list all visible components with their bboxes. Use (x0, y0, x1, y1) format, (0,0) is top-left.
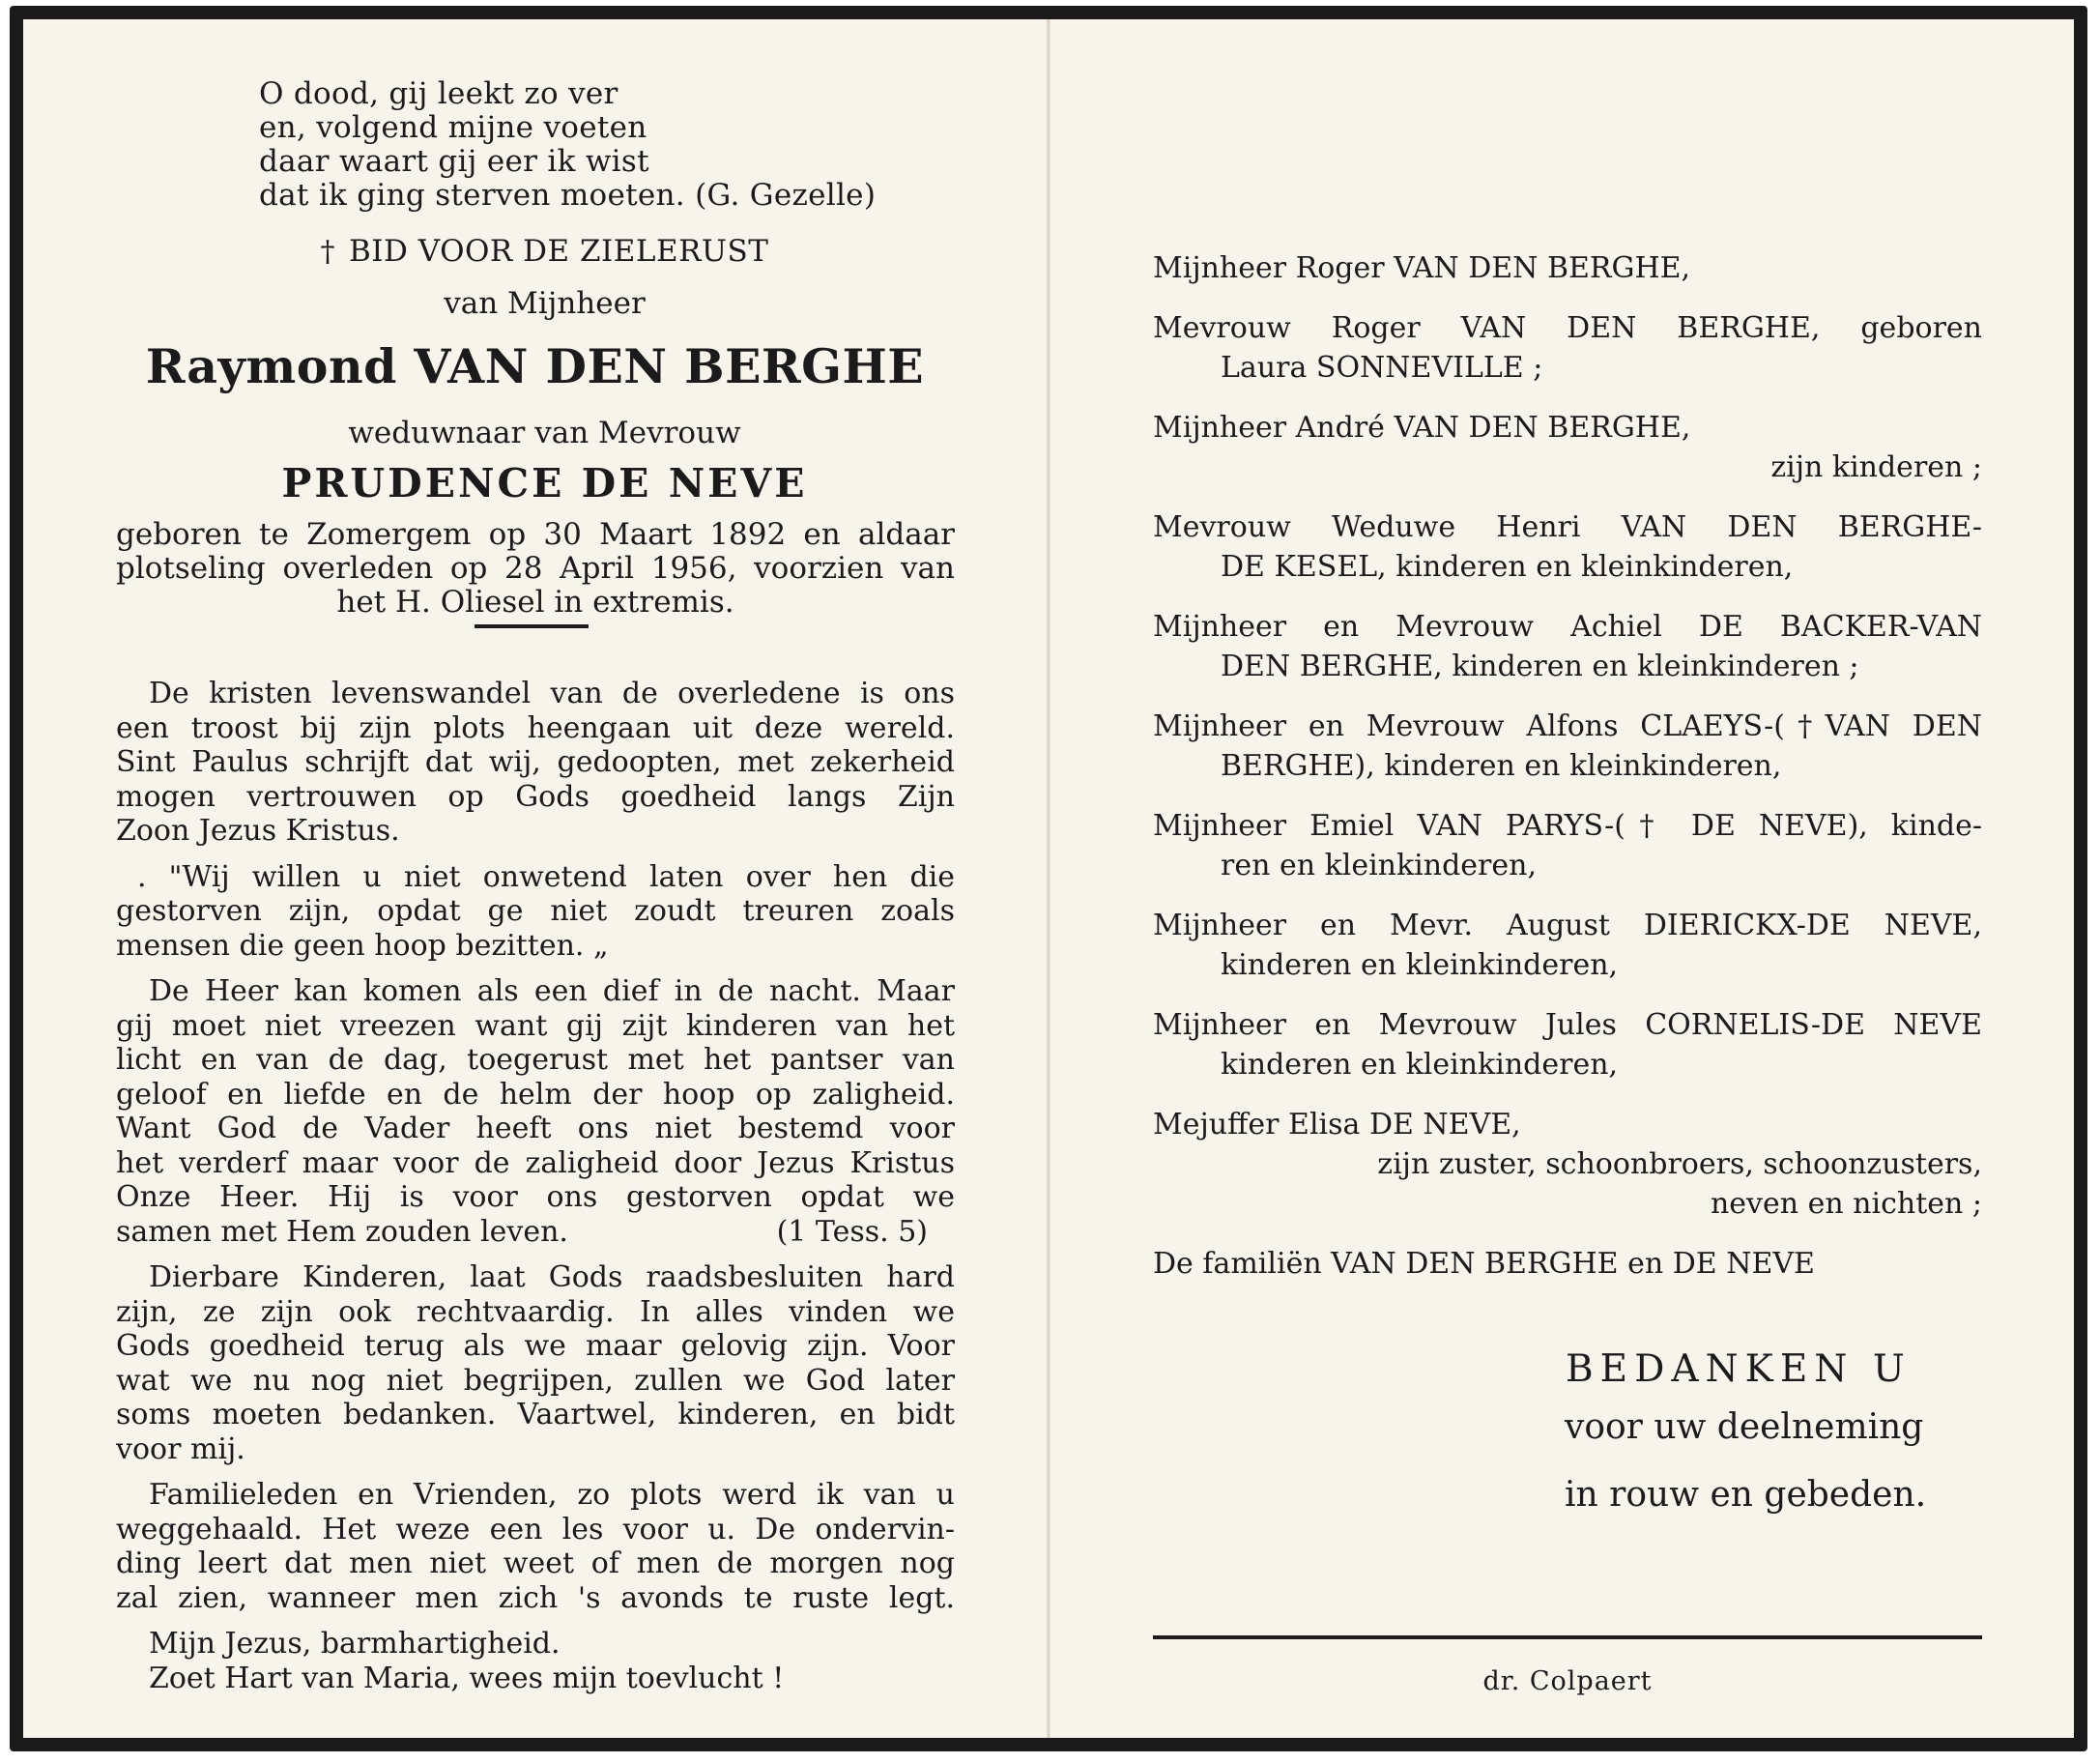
text-line-with-reference (116, 1215, 955, 1250)
family-line: Mijnheer en Mevrouw Jules CORNELIS-DE NEVE (1153, 1008, 1982, 1042)
text-line: gij moet niet vreezen want gij zijt kinderen van het (116, 1008, 955, 1043)
thanks-line: in rouw en gebeden. (1565, 1475, 1927, 1515)
paragraph (116, 974, 955, 1249)
text-line: ding leert dat men niet weet of men de morgen nog (116, 1546, 955, 1580)
birth-line: geboren te Zomergem op 30 Maart 1892 en aldaar (116, 517, 955, 552)
prayer-request (23, 234, 1056, 269)
text-line: geloof en liefde en de helm der hoop op zaligheid. (116, 1077, 955, 1112)
family-line: DEN BERGHE, kinderen en kleinkinderen ; (1221, 650, 1859, 683)
paragraph (116, 677, 955, 849)
family-line: BERGHE), kinderen en kleinkinderen, (1221, 749, 1782, 783)
text-line: een troost bij zijn plots heengaan uit deze wereld. (116, 710, 955, 745)
text-line: Onze Heer. Hij is voor ons gestorven opdat we (116, 1180, 955, 1214)
cross-icon: † (320, 235, 336, 269)
family-line: ren en kleinkinderen, (1221, 849, 1538, 882)
birth-line: het H. Oliesel in extremis. (336, 585, 734, 620)
birth-line: plotseling overleden op 28 April 1956, voorzien van (116, 551, 955, 586)
text-line: Sint Paulus schrijft dat wij, gedoopten, met zekerheid (116, 745, 955, 779)
text-line: De kristen levenswandel van de overledene is ons (149, 677, 955, 710)
paragraph (116, 1260, 955, 1466)
family-line: Mijnheer Emiel VAN PARYS-(† DE NEVE), kinde- (1153, 809, 1982, 843)
family-entry (1153, 1005, 1982, 1084)
text-line: soms moeten bedanken. Vaartwel, kinderen, en bidt (116, 1398, 955, 1431)
text-line: Zoet Hart van Maria, wees mijn toevlucht ! (149, 1661, 785, 1695)
thanks-line: voor uw deelneming (1565, 1407, 1924, 1447)
family-entry (1153, 1105, 1982, 1224)
family-entry (1153, 707, 1982, 786)
memorial-text (116, 677, 955, 1695)
paragraph (116, 860, 955, 964)
text-line: zal zien, wanneer men zich 's avonds te ruste legt. (116, 1580, 955, 1615)
paragraph (116, 1478, 955, 1615)
family-line: Mevrouw Roger VAN DEN BERGHE, geboren (1153, 311, 1982, 345)
family-line: neven en nichten ; (1710, 1187, 1982, 1221)
poem-line: daar waart gij eer ik wist (259, 144, 649, 179)
family-line: Mijnheer Roger VAN DEN BERGHE, (1153, 251, 1691, 285)
text-line: licht en van de dag, toegerust met het pantser van (116, 1043, 955, 1077)
title-prefix: van Mijnheer (444, 286, 646, 321)
family-line: kinderen en kleinkinderen, (1221, 948, 1619, 982)
bottom-rule (1153, 1635, 1982, 1639)
text-line: weggehaald. Het weze een les voor u. De ondervin- (116, 1512, 955, 1546)
text-line: mensen die geen hoop bezitten. „ (116, 928, 609, 963)
family-line: zijn zuster, schoonbroers, schoonzusters, (1377, 1147, 1982, 1181)
family-line: kinderen en kleinkinderen, (1221, 1048, 1619, 1082)
closing-prayer (116, 1627, 955, 1695)
text-line: zijn, ze zijn ook rechtvaardig. In alles vinden we (116, 1294, 955, 1329)
text-line: mogen vertrouwen op Gods goedheid langs Zijn (116, 779, 955, 814)
family-entry (1153, 906, 1982, 985)
deceased-name: Raymond VAN DEN BERGHE (145, 338, 925, 394)
printer-credit: dr. Colpaert (1482, 1666, 1653, 1696)
family-list (1153, 248, 1982, 1304)
text-line: Familieleden en Vrienden, zo plots werd ik van u (149, 1478, 955, 1512)
scripture-reference: (1 Tess. 5) (776, 1214, 928, 1249)
spouse-name: PRUDENCE DE NEVE (281, 460, 808, 506)
text-line: Gods goedheid terug als we maar gelovig zijn. Voor (116, 1329, 955, 1363)
text-line: Mijn Jezus, barmhartigheid. (149, 1627, 561, 1661)
poem-line: dat ik ging sterven moeten. (G. Gezelle) (259, 178, 877, 213)
poem-line: O dood, gij leekt zo ver (259, 76, 618, 111)
family-entry (1153, 248, 1982, 288)
poem-line: en, volgend mijne voeten (259, 110, 647, 145)
text-line: samen met Hem zouden leven. (116, 1214, 568, 1249)
text-line: wat we nu nog niet begrijpen, zullen we God later (116, 1363, 955, 1398)
family-line: Laura SONNEVILLE ; (1221, 351, 1543, 385)
prayer-request-text: BID VOOR DE ZIELERUST (349, 234, 769, 269)
text-line: De Heer kan komen als een dief in de nacht. Maar (149, 974, 955, 1008)
family-line: De familiën VAN DEN BERGHE en DE NEVE (1153, 1247, 1815, 1281)
family-line: zijn kinderen ; (1770, 450, 1982, 484)
separator-line (475, 624, 589, 628)
family-line: Mijnheer André VAN DEN BERGHE, (1153, 411, 1691, 445)
family-line: Mevrouw Weduwe Henri VAN DEN BERGHE- (1153, 510, 1982, 544)
thanks-block (1563, 1345, 1982, 1529)
text-line: Dierbare Kinderen, laat Gods raadsbesluiten hard (149, 1260, 955, 1294)
text-line: . "Wij willen u niet onwetend laten over hen die (137, 859, 955, 894)
text-line: Zoon Jezus Kristus. (116, 814, 400, 848)
family-entry (1153, 1244, 1982, 1284)
text-line: gestorven zijn, opdat ge niet zoudt treuren zoals (116, 894, 955, 928)
family-line: Mijnheer en Mevr. August DIERICKX-DE NEVE, (1153, 909, 1982, 942)
family-line: Mijnheer en Mevrouw Achiel DE BACKER-VAN (1153, 610, 1982, 644)
gezelle-poem (259, 77, 876, 213)
family-entry (1153, 507, 1982, 587)
family-entry (1153, 308, 1982, 388)
text-line: voor mij. (116, 1431, 245, 1466)
family-line: Mejuffer Elisa DE NEVE, (1153, 1108, 1521, 1142)
text-line: het verderf maar voor de zaligheid door Jezus Kristus (116, 1145, 955, 1180)
text-line: Want God de Vader heeft ons niet bestemd voor (116, 1112, 955, 1145)
family-line: Mijnheer en Mevrouw Alfons CLAEYS-(†VAN DEN (1153, 709, 1982, 743)
right-panel (1050, 19, 2074, 1738)
widower-line: weduwnaar van Mevrouw (348, 416, 741, 450)
family-entry (1153, 806, 1982, 885)
thanks-heading: BEDANKEN U (1566, 1347, 1912, 1391)
family-entry (1153, 408, 1982, 487)
family-line: DE KESEL, kinderen en kleinkinderen, (1221, 550, 1794, 584)
birth-death-info (116, 518, 955, 620)
family-entry (1153, 607, 1982, 686)
left-panel (23, 19, 1047, 1738)
